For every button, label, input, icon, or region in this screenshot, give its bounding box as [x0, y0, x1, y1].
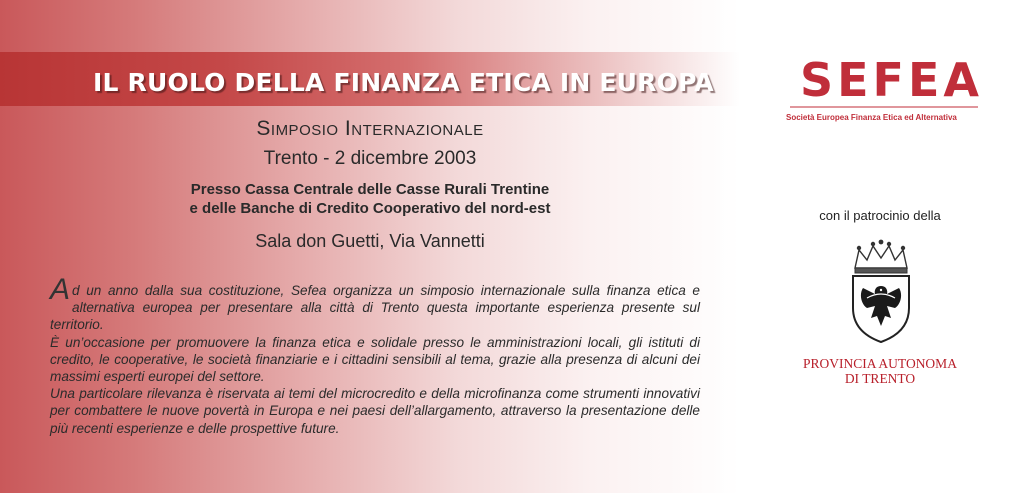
event-room: Sala don Guetti, Via Vannetti — [255, 231, 485, 251]
sefea-logo-graphic — [790, 50, 990, 112]
event-date: Trento - 2 dicembre 2003 — [263, 148, 477, 169]
paragraph-2: È un’occasione per promuovere la finanza etica e solidale presso le amministrazioni locali, gli istituti di credito, le cooperative, le società finanziarie e i cittadini sensibili al tema, grazie alla presenza di alcuni dei massimi esperti europei del settore. — [50, 334, 700, 385]
description — [50, 273, 700, 437]
venue-line-1: Presso Cassa Centrale delle Casse Rurali Trentine — [190, 181, 550, 198]
sefea-logo — [790, 50, 990, 112]
patronage-text: con il patrocinio della — [819, 208, 941, 223]
province-line-2: DI TRENTO — [844, 371, 916, 386]
venue-line-2: e delle Banche di Credito Cooperativo del nord-est — [189, 200, 551, 217]
crest-graphic — [845, 238, 917, 344]
dropcap-letter: A — [50, 273, 71, 306]
page-title: IL RUOLO DELLA FINANZA ETICA IN EUROPA — [93, 68, 714, 97]
province-name — [780, 356, 980, 386]
paragraph-1-text: d un anno dalla sua costituzione, Sefea organizza un simposio internazionale sulla finanza etica e alternativa europea per presentare alla città di Trento questa importante esperienza presente sul territorio. — [50, 283, 700, 333]
sefea-logo-text: SEFEA — [800, 53, 983, 107]
event-venue — [0, 180, 740, 218]
province-line-1: PROVINCIA AUTONOMA — [803, 356, 957, 371]
event-subtitle: Simposio Internazionale — [256, 117, 484, 140]
paragraph-1 — [50, 273, 700, 334]
coat-of-arms-eagle-icon — [845, 238, 917, 348]
logo-subtitle: Società Europea Finanza Etica ed Alternativa — [786, 113, 957, 122]
paragraph-3: Una particolare rilevanza è riservata ai temi del microcredito e della microfinanza come strumenti innovativi per combattere le nuove povertà in Europa e nei paesi dell’allargamento, attraverso la presentazione delle più recenti esperienze e delle prospettive future. — [50, 386, 700, 436]
